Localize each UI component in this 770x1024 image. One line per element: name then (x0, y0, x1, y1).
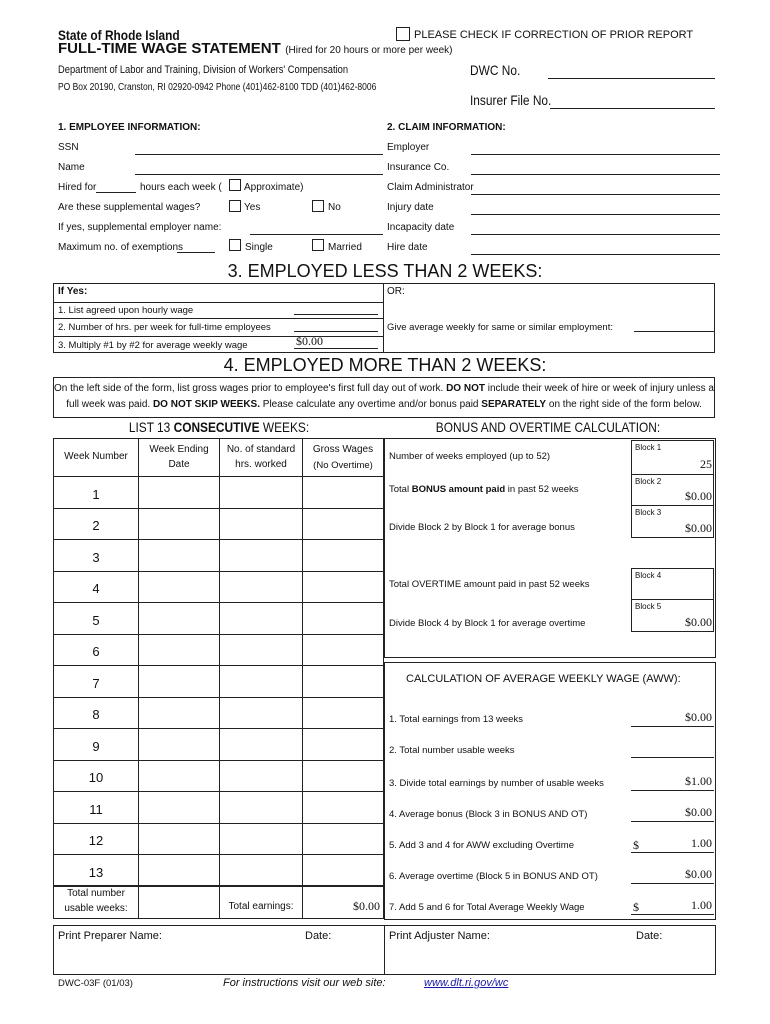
week-number: 1 (92, 487, 100, 502)
section4-title: 4. EMPLOYED MORE THAN 2 WEEKS: (223, 355, 547, 375)
correction-checkbox[interactable] (396, 27, 410, 41)
aww-item-field[interactable] (631, 883, 714, 884)
total-bonus-label: Total BONUS amount paid in past 52 weeks (389, 484, 579, 495)
employer-field[interactable] (471, 154, 720, 155)
block4-label: Block 4 (635, 571, 662, 580)
hours-each-week-label: hours each week ( (140, 182, 222, 193)
multiply-value: $0.00 (296, 334, 323, 348)
insurance-co-label: Insurance Co. (387, 162, 450, 173)
total-overtime-label: Total OVERTIME amount paid in past 52 weeks (389, 579, 590, 590)
hrs-per-week-label: 2. Number of hrs. per week for full-time employees (58, 322, 271, 333)
section3-sep-3 (53, 336, 383, 337)
col-week-ending: Week Ending (149, 444, 209, 455)
hrs-per-week-field[interactable] (294, 331, 378, 332)
section3-divider (383, 283, 384, 353)
aww-heading: CALCULATION OF AVERAGE WEEKLY WAGE (AWW): (406, 673, 681, 685)
single-label: Single (245, 242, 273, 253)
week-number: 7 (92, 676, 100, 691)
total-earnings-value: $0.00 (353, 899, 380, 913)
insurer-file-no-label: Insurer File No. (470, 92, 552, 108)
no-label: No (328, 202, 341, 213)
approximate-label: Approximate) (244, 182, 304, 193)
form-number: DWC-03F (01/03) (58, 978, 133, 989)
weeks-col-line-1 (138, 438, 139, 919)
supplemental-label: Are these supplemental wages? (58, 202, 201, 213)
aww-item-label: 3. Divide total earnings by number of usable weeks (389, 778, 604, 789)
address-line: PO Box 20190, Cranston, RI 02920-0942 Phone (401)462-8100 TDD (401)462-8006 (58, 82, 377, 93)
week-number: 5 (92, 613, 100, 628)
claim-info-heading: 2. CLAIM INFORMATION: (387, 122, 506, 133)
block3-value: $0.00 (685, 521, 712, 535)
week-number: 4 (92, 581, 100, 596)
weeks-header-sep (53, 476, 384, 477)
block2-label: Block 2 (635, 477, 662, 486)
section4-instructions-line1: On the left side of the form, list gross wages prior to employee's first full day out of work. DO NOT include their week of hire or week of injury unless a (54, 383, 714, 394)
aww-item-label: 5. Add 3 and 4 for AWW excluding Overtime (389, 840, 574, 851)
aww-item-label: 1. Total earnings from 13 weeks (389, 714, 523, 725)
divide-bonus-label: Divide Block 2 by Block 1 for average bonus (389, 522, 575, 533)
if-yes-label: If Yes: (58, 286, 88, 297)
week-row-separator (53, 728, 384, 729)
aww-item-label: 2. Total number usable weeks (389, 745, 515, 756)
aww-item-value: 1.00 (691, 898, 712, 912)
correction-label: PLEASE CHECK IF CORRECTION OF PRIOR REPORT (414, 29, 694, 41)
max-exemptions-field[interactable] (177, 252, 215, 253)
aww-item-value: $1.00 (685, 774, 712, 788)
hired-for-label: Hired for (58, 182, 97, 193)
multiply-field[interactable] (294, 348, 378, 349)
single-checkbox[interactable] (229, 239, 241, 251)
aww-item-label: 7. Add 5 and 6 for Total Average Weekly Wage (389, 902, 585, 913)
similar-employment-field[interactable] (634, 331, 714, 332)
supplemental-yes-checkbox[interactable] (229, 200, 241, 212)
claim-admin-label: Claim Administrator (387, 182, 474, 193)
instructions-text: For instructions visit our web site: (223, 977, 386, 989)
preparer-date-label: Date: (305, 930, 332, 942)
yes-label: Yes (244, 202, 261, 213)
max-exemptions-label: Maximum no. of exemptions (58, 242, 184, 253)
employer-label: Employer (387, 142, 430, 153)
hire-date-field[interactable] (471, 254, 720, 255)
insurance-co-field[interactable] (471, 174, 720, 175)
dwc-no-field[interactable] (548, 78, 715, 79)
aww-item-field[interactable] (631, 914, 714, 915)
section3-sep-2 (53, 318, 383, 319)
aww-dollar-sign: $ (633, 838, 639, 852)
aww-item-field[interactable] (631, 852, 714, 853)
week-number: 2 (92, 518, 100, 533)
week-row-separator (53, 508, 384, 509)
col-std-hours-2: hrs. worked (235, 459, 287, 470)
col-week-number: Week Number (64, 451, 128, 462)
weeks-employed-label: Number of weeks employed (up to 52) (389, 451, 551, 462)
married-checkbox[interactable] (312, 239, 324, 251)
aww-item-label: 6. Average overtime (Block 5 in BONUS AND OT) (389, 871, 598, 882)
adjuster-date-label: Date: (636, 930, 663, 942)
or-label: OR: (387, 286, 405, 297)
section3-sep-1 (53, 302, 383, 303)
col-std-hours: No. of standard (226, 444, 296, 455)
week-number: 3 (92, 550, 100, 565)
section3-title: 3. EMPLOYED LESS THAN 2 WEEKS: (227, 261, 543, 281)
block3-label: Block 3 (635, 508, 662, 517)
aww-item-field[interactable] (631, 757, 714, 758)
approximate-checkbox[interactable] (229, 179, 241, 191)
week-number: 11 (89, 802, 103, 817)
aww-item-value: 1.00 (691, 836, 712, 850)
col-week-ending-date: Date (168, 459, 190, 470)
married-label: Married (328, 242, 362, 253)
week-row-separator (53, 634, 384, 635)
week-row-separator (53, 791, 384, 792)
week-row-separator (53, 571, 384, 572)
name-label: Name (58, 162, 85, 173)
section4-instructions-line2: full week was paid. DO NOT SKIP WEEKS. Please calculate any overtime and/or bonus paid SEPARATELY on the right side of the form below. (66, 399, 702, 410)
divide-overtime-label: Divide Block 4 by Block 1 for average overtime (389, 618, 586, 629)
injury-date-label: Injury date (387, 202, 434, 213)
website-link[interactable]: www.dlt.ri.gov/wc (424, 977, 509, 989)
aww-dollar-sign: $ (633, 900, 639, 914)
week-number: 8 (92, 707, 100, 722)
week-number: 13 (88, 865, 104, 880)
col-gross-wages: Gross Wages (312, 444, 374, 455)
aww-item-field[interactable] (631, 821, 714, 822)
aww-item-value: $0.00 (685, 867, 712, 881)
insurer-file-no-field[interactable] (550, 108, 715, 109)
department-line: Department of Labor and Training, Division of Workers' Compensation (58, 64, 349, 76)
incapacity-date-field[interactable] (471, 234, 720, 235)
week-row-separator (53, 854, 384, 855)
weeks-col-line-2 (219, 438, 220, 919)
week-number: 12 (88, 833, 104, 848)
name-field[interactable] (135, 174, 383, 175)
week-number: 9 (92, 739, 100, 754)
signature-divider (384, 925, 385, 975)
multiply-label: 3. Multiply #1 by #2 for average weekly wage (58, 340, 248, 351)
total-earnings-label: Total earnings: (228, 901, 294, 912)
similar-employment-label: Give average weekly for same or similar employment: (387, 322, 613, 333)
week-number: 6 (92, 644, 100, 659)
week-row-separator (53, 665, 384, 666)
adjuster-name-label: Print Adjuster Name: (389, 930, 490, 942)
hourly-wage-field[interactable] (294, 314, 378, 315)
bonus-heading: BONUS AND OVERTIME CALCULATION: (435, 419, 661, 435)
aww-item-label: 4. Average bonus (Block 3 in BONUS AND OT) (389, 809, 588, 820)
supp-employer-label: If yes, supplemental employer name: (58, 222, 222, 233)
hired-for-field[interactable] (96, 192, 136, 193)
week-row-separator (53, 760, 384, 761)
preparer-name-label: Print Preparer Name: (58, 930, 162, 942)
weeks-heading: LIST 13 CONSECUTIVE WEEKS: (128, 419, 310, 435)
week-row-separator (53, 823, 384, 824)
usable-weeks-label: usable weeks: (64, 903, 128, 914)
col-gross-wages-2: (No Overtime) (313, 460, 373, 471)
block1-label: Block 1 (635, 443, 662, 452)
supplemental-no-checkbox[interactable] (312, 200, 324, 212)
weeks-col-line-3 (302, 438, 303, 919)
week-row-separator (53, 697, 384, 698)
incapacity-date-label: Incapacity date (387, 222, 455, 233)
hire-date-label: Hire date (387, 242, 428, 253)
aww-item-field[interactable] (631, 726, 714, 727)
dwc-no-label: DWC No. (470, 62, 521, 78)
injury-date-field[interactable] (471, 214, 720, 215)
ssn-label: SSN (58, 142, 79, 153)
state-name: State of Rhode Island (58, 27, 180, 43)
aww-item-field[interactable] (631, 790, 714, 791)
block1-value: 25 (700, 457, 712, 471)
total-number-label: Total number (67, 888, 125, 899)
block5-label: Block 5 (635, 602, 662, 611)
week-number: 10 (88, 770, 104, 785)
aww-item-value: $0.00 (685, 710, 712, 724)
ssn-field[interactable] (135, 154, 383, 155)
block5-value: $0.00 (685, 615, 712, 629)
week-row-separator (53, 602, 384, 603)
weeks-total-sep (53, 885, 384, 886)
hourly-wage-label: 1. List agreed upon hourly wage (58, 305, 194, 316)
aww-item-value: $0.00 (685, 805, 712, 819)
week-row-separator (53, 539, 384, 540)
supp-employer-field[interactable] (250, 234, 383, 235)
employee-info-heading: 1. EMPLOYEE INFORMATION: (58, 122, 201, 133)
claim-admin-field[interactable] (471, 194, 720, 195)
week-row-separator (53, 886, 384, 887)
form-title: FULL-TIME WAGE STATEMENT (Hired for 20 hours or more per week) (58, 40, 453, 57)
block2-value: $0.00 (685, 489, 712, 503)
